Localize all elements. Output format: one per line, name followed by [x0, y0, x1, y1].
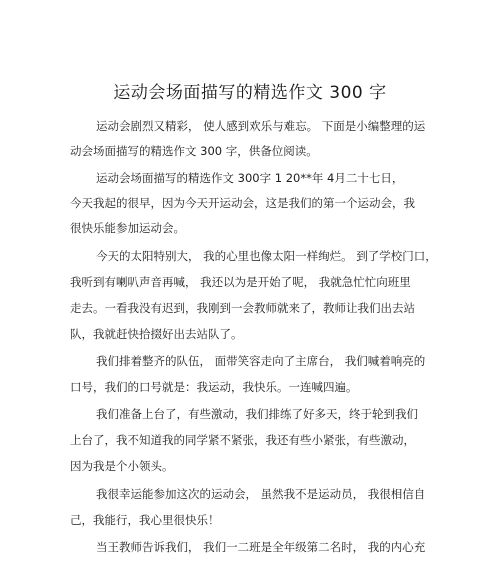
- paragraph-line: 动会场面描写的精选作文 300 字，供备位阅读。: [70, 144, 318, 158]
- paragraph-line: 口号，我们的口号就是：我运动，我快乐。一连喊四遍。: [70, 380, 358, 394]
- paragraph-line: 上台了，我不知道我的同学紧不紧张，我还有些小紧张，有些激动，: [70, 433, 415, 447]
- paragraph-line: 我们准备上台了，有些激动，我们排练了好多天，终于轮到我们: [96, 407, 418, 421]
- paragraph-line: 走去。一看我没有迟到，我刚到一会教师就来了，教师让我们出去站: [70, 301, 415, 315]
- paragraph-line: 我很幸运能参加这次的运动会， 虽然我不是运动员， 我很相信自: [96, 487, 426, 501]
- paragraph-line: 很快乐能参加运动会。: [70, 221, 185, 235]
- paragraph-line: 运动会场面描写的精选作文 300字 1 20**年 4月二十七日，: [96, 171, 404, 185]
- article-title: 运动会场面描写的精选作文 300 字: [113, 83, 387, 103]
- paragraph-line: 今天我起的很早，因为今天开运动会，这是我们的第一个运动会，我: [70, 196, 415, 210]
- paragraph-line: 今天的太阳特别大， 我的心里也像太阳一样绚烂。 到了学校门口，: [96, 249, 437, 263]
- paragraph-line: 因为我是个小领头。: [70, 459, 174, 473]
- paragraph-line: 己，我能行，我心里很快乐！: [70, 513, 220, 527]
- paragraph-line: 当王教师告诉我们， 我们一二班是全年级第二名时， 我的内心充: [96, 540, 426, 554]
- paragraph-line: 运动会剧烈又精彩， 使人感到欢乐与难忘。 下面是小编整理的运: [96, 119, 426, 133]
- paragraph-line: 我们排着整齐的队伍， 面带笑容走向了主席台， 我们喊着响亮的: [96, 354, 426, 368]
- paragraph-line: 队，我就赶快拾掇好出去站队了。: [70, 327, 243, 341]
- paragraph-line: 我听到有喇叭声音再喊， 我还以为是开始了呢， 我就急忙忙向班里: [70, 275, 411, 289]
